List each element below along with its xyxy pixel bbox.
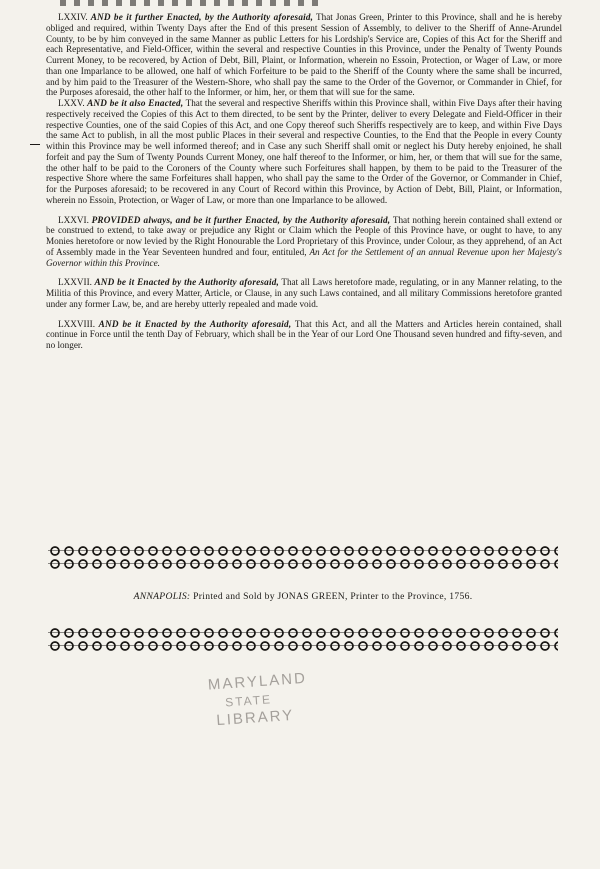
section-number: LXXVII. bbox=[58, 277, 92, 288]
section-number: LXXVIII. bbox=[58, 318, 95, 329]
section-number: LXXVI. bbox=[58, 214, 89, 225]
section-lead: AND be it Enacted by the Authority aforesaid, bbox=[94, 277, 280, 288]
section-body: That the several and respective Sheriffs within this Province shall, within Five Days after their having respectively received the Copies of this Act to them directed, to be sent by the Printer, deliver to every Delegate and Field-Officer in their respective Counties, one of the said Copies of this Act, and one Copy thereof such Sheriffs respectively are to keep, and within Five Days the same Act to publish, in all the most public Places in their several and respective Counties, to the End that the People in every County within this Province may be well informed thereof; and in Case any such Sheriff shall omit or neglect his Duty hereby enjoined, he shall forfeit and pay the Sum of Twenty Pounds Current Money, one half thereof to the Informer, or him, her, or them that will sue for the same, the other half to be paid to the Coroners of the County where such Forfeitures shall happen, by them to be paid to the Treasurer of the respective Shore where the same Forfeitures shall happen, who shall pay the same to the Order of the Governor, or Commander in Chief, for the Purposes aforesaid; to be recovered in any Court of Record within this Province, by Action of Debt, Bill, Plaint, or Information, wherein no Essoin, Protection, or Wager of Law, or more than one Imparlance to be allowed. bbox=[46, 98, 562, 205]
section-lxxviii bbox=[46, 319, 562, 351]
section-lxxv bbox=[46, 98, 562, 206]
margin-mark bbox=[30, 144, 40, 145]
ornamental-border-bottom-2 bbox=[48, 639, 558, 653]
ornamental-border-top-2 bbox=[48, 557, 558, 571]
imprint bbox=[48, 591, 558, 602]
section-lxxiv bbox=[46, 12, 562, 98]
library-stamp bbox=[203, 667, 348, 757]
section-lead: AND be it Enacted by the Authority aforesaid, bbox=[98, 318, 292, 329]
section-body: That this Act, and all the Matters and Articles herein contained, shall continue in Force until the tenth Day of February, which shall be in the Year of our Lord One Thousand seven hundred and fifty-seven, and no longer. bbox=[46, 318, 562, 350]
imprint-text: Printed and Sold by JONAS GREEN, Printer to the Province, 1756. bbox=[193, 591, 473, 602]
section-lead: AND be it also Enacted, bbox=[87, 98, 184, 108]
section-lxxvi bbox=[46, 215, 562, 269]
section-lead: AND be it further Enacted, by the Authority aforesaid, bbox=[90, 12, 314, 22]
ornamental-border-top bbox=[48, 544, 558, 558]
stamp-line-1: MARYLAND bbox=[207, 669, 308, 694]
section-lxxvii bbox=[46, 277, 562, 309]
section-lead: PROVIDED always, and be it further Enacted, by the Authority aforesaid, bbox=[91, 214, 391, 225]
imprint-place: ANNAPOLIS: bbox=[133, 591, 191, 602]
section-number: LXXV. bbox=[58, 98, 85, 108]
section-body: That nothing herein contained shall extend or be construed to extend, to take away or prejudice any Right or Claim which the People of this Province have, or ought to have, to any Monies heretofore or now levied by the Right Honourable the Lord Proprietary of this Province, under Colour, as they apprehend, of an Act of Assembly made in the Year Seventeen hundred and four, entituled, bbox=[46, 214, 563, 257]
torn-top-edge bbox=[60, 0, 320, 6]
stamp-line-3: LIBRARY bbox=[215, 706, 295, 730]
act-title: An Act for the Settlement of an annual Revenue upon her Majesty's Governor within this Province. bbox=[46, 246, 563, 268]
stamp-line-2: STATE bbox=[224, 692, 273, 710]
section-body: That Jonas Green, Printer to this Province, shall and he is hereby obliged and required, within Twenty Days after the End of this present Session of Assembly, to deliver to the Sheriff of Anne-Arundel County, to be by him conveyed in the same Manner as public Letters for his Lordship's Service are, Copies of this Act for the Sheriff and each Representative, and Field-Officer, within the several and respective Counties in this Province, under the Penalty of Twenty Pounds Current Money, to be recovered, by Action of Debt, Bill, Plaint, or Information, wherein no Essoin, Protection, or Wager of Law, or more than one Imparlance to be allowed, one half of which Forfeiture to be paid to the Sheriff of the County where the same shall be incurred, and by him paid to the Treasurer of the Western-Shore, who shall pay the same to the Order of the Governor, or Commander in Chief, for the Purposes aforesaid, the other half to the Informer, or him, her, or them that will sue for the same. bbox=[46, 12, 562, 98]
section-body: That all Laws heretofore made, regulating, or in any Manner relating, to the Militia of this Province, and every Matter, Article, or Clause, in any such Laws contained, and all military Commissions heretofore granted under any former Law, be, and are hereby utterly repealed and made void. bbox=[46, 277, 562, 309]
ornamental-border-bottom bbox=[48, 626, 558, 640]
act-text bbox=[46, 12, 562, 351]
section-number: LXXIV. bbox=[58, 12, 88, 22]
